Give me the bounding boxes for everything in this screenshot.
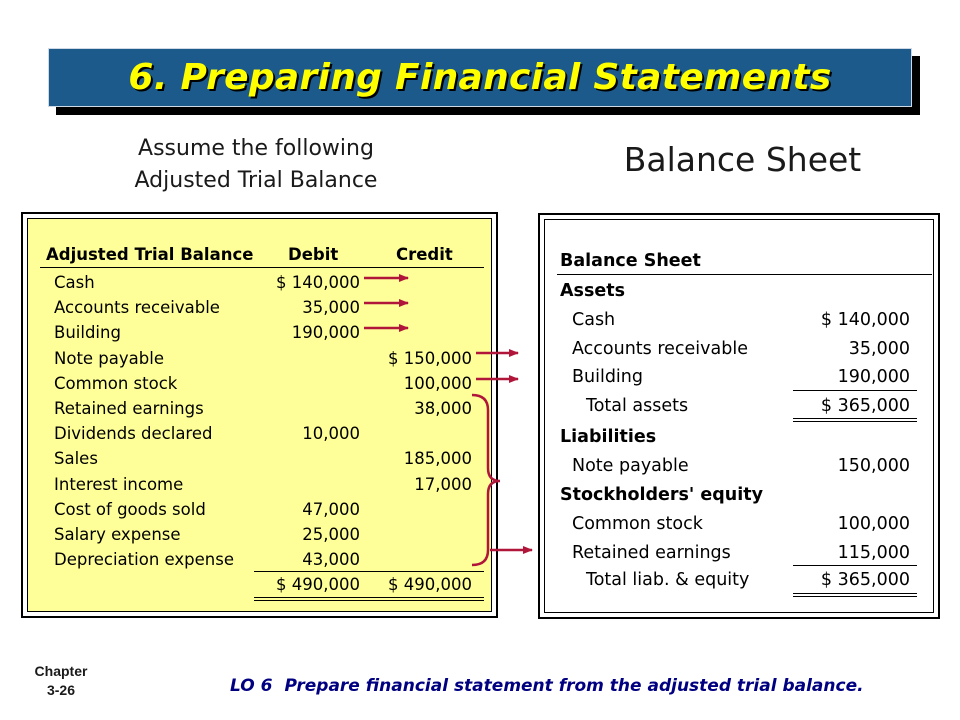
tb-account-label: Interest income (54, 475, 184, 494)
tb-account-label: Building (54, 323, 121, 342)
lo-text: Prepare financial statement from the adjusted trial balance. (284, 676, 864, 696)
tb-account-label: Cash (54, 273, 95, 292)
tb-debit-value: 43,000 (302, 550, 360, 569)
chapter-label (18, 662, 104, 700)
bs-cash-label: Cash (572, 310, 616, 330)
tb-account-label: Sales (54, 449, 98, 468)
tb-credit-value: 185,000 (403, 449, 472, 468)
bs-re-label: Retained earnings (572, 543, 731, 563)
tb-debit-value: 190,000 (291, 323, 360, 342)
bs-re-value: 115,000 (837, 543, 910, 563)
bs-note-value: 150,000 (837, 456, 910, 476)
bs-total-le-label: Total liab. & equity (586, 570, 750, 590)
bs-building-value: 190,000 (837, 367, 910, 387)
assume-line-1: Assume the following (138, 136, 374, 161)
tb-total-credit: $ 490,000 (388, 575, 472, 594)
tb-account-label: Depreciation expense (54, 550, 234, 569)
bs-ar-value: 35,000 (848, 339, 910, 359)
bs-title: Balance Sheet (560, 251, 701, 271)
income-bracket (472, 395, 500, 565)
lo-number: LO 6 (230, 676, 273, 696)
bs-equity-heading: Stockholders' equity (560, 485, 764, 505)
tb-credit-header: Credit (396, 245, 453, 264)
tb-account-label: Retained earnings (54, 399, 204, 418)
bs-cash-value: $ 140,000 (820, 310, 910, 330)
tb-total-debit: $ 490,000 (276, 575, 360, 594)
bs-total-assets-value: $ 365,000 (820, 396, 910, 416)
tb-debit-value: 25,000 (302, 525, 360, 544)
bs-common-label: Common stock (572, 514, 703, 534)
assume-line-2: Adjusted Trial Balance (134, 168, 378, 193)
tb-credit-value: $ 150,000 (388, 349, 472, 368)
tb-account-label: Note payable (54, 349, 164, 368)
tb-credit-value: 17,000 (414, 475, 472, 494)
tb-account-label: Accounts receivable (54, 298, 220, 317)
tb-account-label: Dividends declared (54, 424, 213, 443)
bs-total-le-value: $ 365,000 (820, 570, 910, 590)
bs-note-label: Note payable (572, 456, 689, 476)
chapter-text: Chapter (34, 663, 88, 679)
tb-credit-value: 38,000 (414, 399, 472, 418)
slide-title: 6. Preparing Financial Statements (128, 57, 832, 98)
tb-account-label: Salary expense (54, 525, 181, 544)
tb-debit-value: 35,000 (302, 298, 360, 317)
learning-objective (230, 676, 936, 696)
tb-credit-value: 100,000 (403, 374, 472, 393)
tb-account-label: Cost of goods sold (54, 500, 206, 519)
tb-debit-value: $ 140,000 (276, 273, 360, 292)
bs-total-assets-label: Total assets (586, 396, 689, 416)
balance-sheet-heading: Balance Sheet (623, 140, 862, 179)
tb-debit-header: Debit (288, 245, 339, 264)
chapter-number: 3-26 (46, 682, 76, 698)
tb-debit-value: 10,000 (302, 424, 360, 443)
bs-assets-heading: Assets (560, 281, 626, 301)
bs-liabilities-heading: Liabilities (560, 427, 657, 447)
tb-account-label: Common stock (54, 374, 178, 393)
bs-common-value: 100,000 (837, 514, 910, 534)
tb-title: Adjusted Trial Balance (46, 245, 254, 264)
bs-building-label: Building (572, 367, 643, 387)
bs-ar-label: Accounts receivable (572, 339, 748, 359)
tb-debit-value: 47,000 (302, 500, 360, 519)
